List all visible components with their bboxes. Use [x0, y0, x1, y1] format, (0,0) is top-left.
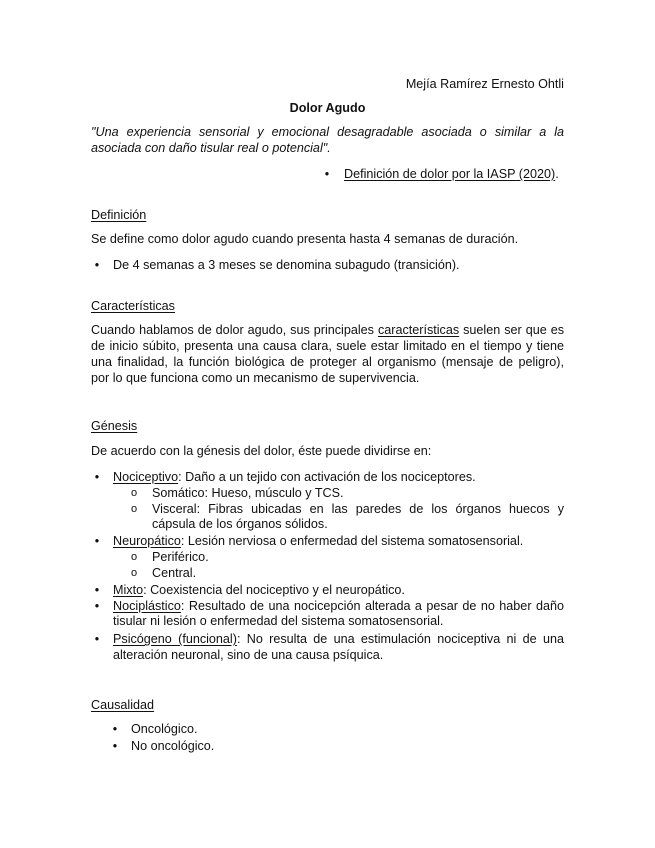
- quote-line-2: asociada con daño tisular real o potencial".: [91, 141, 331, 155]
- mixto-bullet: •: [94, 583, 100, 597]
- neuropatico-bullet: •: [94, 534, 100, 548]
- psicogeno-line-1: [113, 632, 564, 647]
- definicion-heading: Definición: [91, 208, 147, 222]
- caracteristicas-line-4: por lo que funciona como un mecanismo de supervivencia.: [91, 371, 420, 385]
- psicogeno-line-2: alteración neuronal, sino de una causa psíquica.: [113, 648, 384, 662]
- caracteristicas-line-2: de inicio súbito, presenta una causa clara, suele estar limitado en el tiempo y tiene: [91, 339, 564, 353]
- nociplastico-line-2: tisular ni lesión o enfermedad del sistema somatosensorial.: [113, 614, 444, 628]
- psicogeno-bullet: •: [94, 632, 100, 646]
- nociplastico-text-1: : Resultado de una nocicepción alterada a pesar de no haber daño: [180, 599, 564, 613]
- citation-link[interactable]: Definición de dolor por la IASP (2020): [344, 167, 556, 181]
- psicogeno-text-1: : No resulta de una estimulación nociceptiva ni de una: [236, 632, 564, 646]
- neuropatico-item: [113, 534, 564, 549]
- nociceptivo-bullet: •: [94, 470, 100, 484]
- somatico-sub-bullet: o: [131, 487, 138, 499]
- neuropatico-label: Neuropático: [113, 534, 181, 548]
- page-title: Dolor Agudo: [289, 101, 366, 115]
- visceral-line-2: cápsula de los órganos sólidos.: [152, 517, 328, 531]
- causalidad-item-no-oncologico: No oncológico.: [131, 739, 215, 753]
- author-name: Mejía Ramírez Ernesto Ohtli: [405, 77, 564, 91]
- neuropatico-text: : Lesión nerviosa o enfermedad del sistema somatosensorial.: [180, 534, 524, 548]
- quote-line-1: "Una experiencia sensorial y emocional desagradable asociada o similar a la: [91, 125, 564, 139]
- citation-period: .: [555, 167, 559, 181]
- mixto-text: : Coexistencia del nociceptivo y el neuropático.: [143, 583, 405, 597]
- caracteristicas-line-3: una finalidad, la función biológica de proteger al organismo (mensaje de peligro),: [91, 355, 564, 369]
- mixto-item: [113, 583, 564, 598]
- mixto-label: Mixto: [113, 583, 144, 597]
- caracteristicas-line-1-c: suelen ser que es: [459, 323, 564, 337]
- definicion-text: Se define como dolor agudo cuando presenta hasta 4 semanas de duración.: [91, 232, 519, 246]
- caracteristicas-line-1: [91, 323, 564, 338]
- definicion-bullet-marker: •: [94, 258, 100, 272]
- causalidad-bullet-1: •: [112, 722, 118, 736]
- nociceptivo-text: : Daño a un tejido con activación de los nociceptores.: [178, 470, 476, 484]
- genesis-heading: Génesis: [91, 419, 138, 433]
- somatico-item: Somático: Hueso, músculo y TCS.: [152, 486, 344, 500]
- caracteristicas-keyword: características: [377, 323, 460, 337]
- central-sub-bullet: o: [131, 567, 138, 579]
- central-item: Central.: [152, 566, 197, 580]
- genesis-intro: De acuerdo con la génesis del dolor, éste puede dividirse en:: [91, 444, 432, 458]
- nociplastico-line-1: [113, 599, 564, 614]
- causalidad-bullet-2: •: [112, 739, 118, 753]
- visceral-sub-bullet: o: [131, 503, 138, 515]
- nociplastico-label: Nociplástico: [113, 599, 181, 613]
- nociceptivo-label: Nociceptivo: [113, 470, 179, 484]
- citation-bullet: •: [324, 167, 330, 181]
- psicogeno-label: Psicógeno (funcional): [113, 632, 237, 646]
- definicion-bullet: De 4 semanas a 3 meses se denomina subagudo (transición).: [113, 258, 460, 272]
- caracteristicas-line-1-a: Cuando hablamos de dolor agudo, sus principales: [91, 323, 378, 337]
- citation: [344, 167, 564, 182]
- nociceptivo-item: [113, 470, 564, 485]
- periferico-sub-bullet: o: [131, 551, 138, 563]
- causalidad-item-oncologico: Oncológico.: [131, 722, 198, 736]
- visceral-line-1: Visceral: Fibras ubicadas en las paredes de los órganos huecos y: [152, 502, 564, 516]
- nociplastico-bullet: •: [94, 599, 100, 613]
- causalidad-heading: Causalidad: [91, 698, 155, 712]
- caracteristicas-heading: Características: [91, 299, 175, 313]
- periferico-item: Periférico.: [152, 550, 209, 564]
